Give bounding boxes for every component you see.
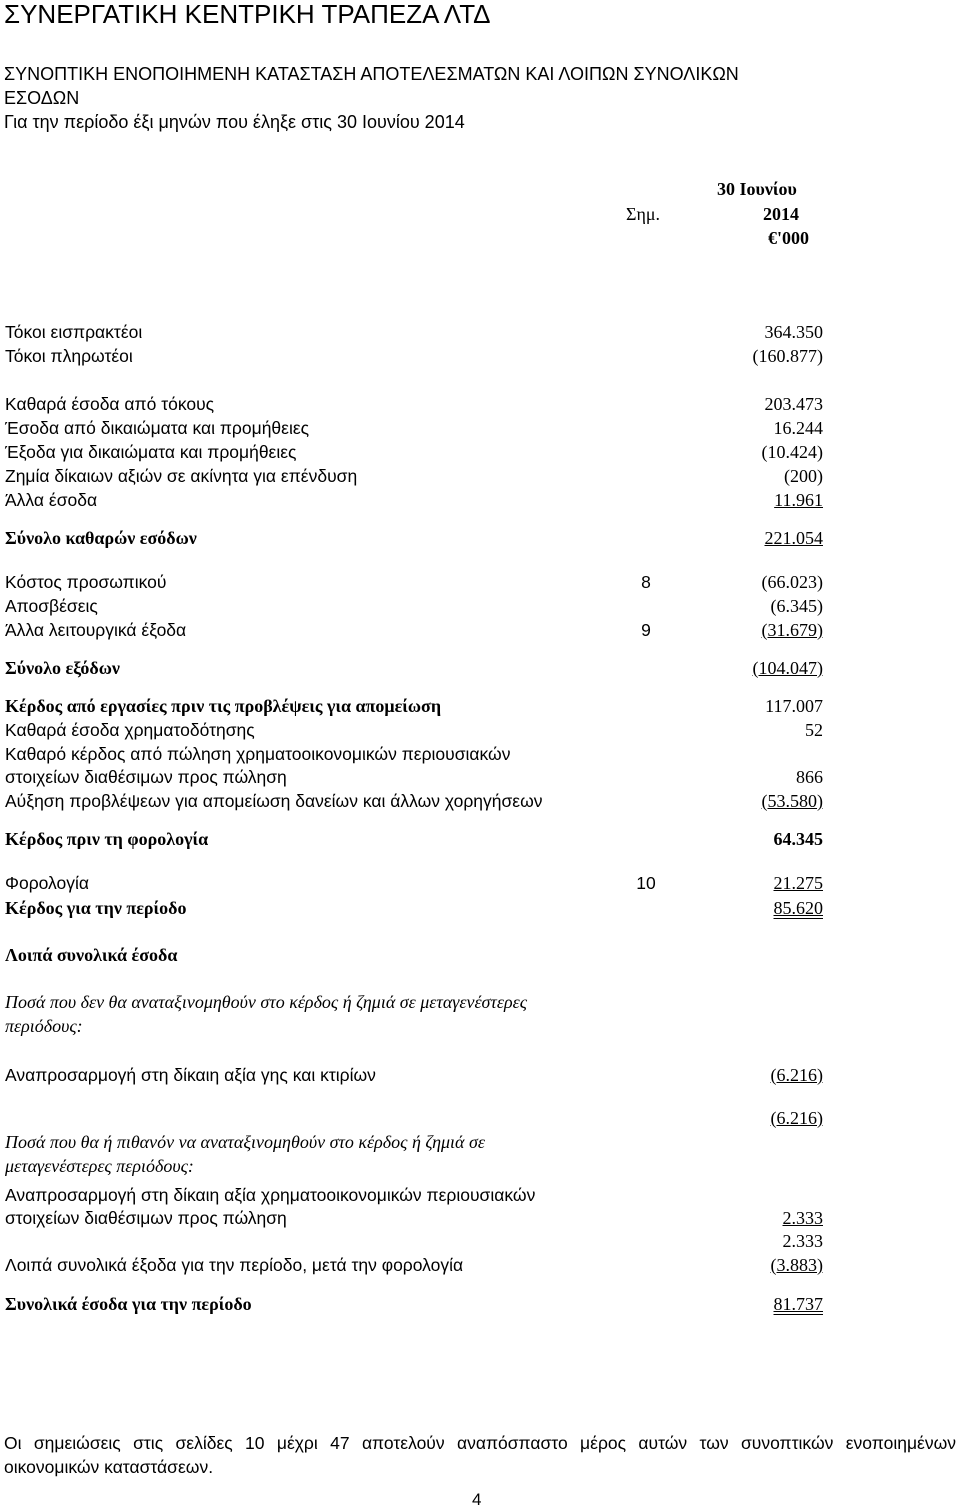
row-label: Αποσβέσεις: [5, 596, 98, 616]
row-value: 64.345: [773, 829, 823, 849]
statement-row: [0, 488, 960, 512]
statement-row: [0, 896, 960, 920]
row-value: 52: [805, 720, 823, 740]
row-value: 866: [796, 767, 823, 787]
statement-row: [0, 1292, 960, 1316]
row-value: 21.275: [773, 873, 823, 893]
row-label: Κέρδος πριν τη φορολογία: [5, 829, 209, 849]
statement-row: [0, 1130, 960, 1154]
statement-row: [0, 594, 960, 618]
statement-row: [0, 618, 960, 642]
row-label: Αναπροσαρμογή στη δίκαιη αξία γης και κτιρίων: [5, 1065, 376, 1085]
row-label: στοιχείων διαθέσιμων προς πώληση: [5, 767, 287, 787]
page-number: 4: [472, 1490, 482, 1509]
row-value: 117.007: [765, 696, 823, 716]
row-label: Κόστος προσωπικού: [5, 572, 167, 592]
row-value: (10.424): [761, 442, 823, 462]
row-value: (3.883): [770, 1255, 823, 1275]
statement-row: [0, 943, 960, 967]
statement-row: [0, 1229, 960, 1253]
statement-row: [0, 1106, 960, 1130]
row-value: (160.877): [752, 346, 823, 366]
row-label: Αύξηση προβλέψεων για απομείωση δανείων και άλλων χορηγήσεων: [5, 791, 543, 811]
statement-title-continued: ΕΣΟΔΩΝ: [4, 88, 80, 108]
company-name: ΣΥΝΕΡΓΑΤΙΚΗ ΚΕΝΤΡΙΚΗ ΤΡΑΠΕΖΑ ΛΤΔ: [4, 0, 491, 29]
statement-row: [0, 789, 960, 813]
statement-row: [0, 656, 960, 680]
row-label: Έξοδα για δικαιώματα και προμήθειες: [5, 442, 297, 462]
row-note: 8: [641, 572, 651, 592]
row-label: Αναπροσαρμογή στη δίκαιη αξία χρηματοοικονομικών περιουσιακών: [5, 1185, 536, 1205]
statement-row: [0, 392, 960, 416]
statement-row: [0, 1206, 960, 1230]
row-label: Σύνολο καθαρών εσόδων: [5, 528, 197, 548]
statement-row: [0, 1183, 960, 1207]
statement-row: [0, 344, 960, 368]
row-label: Τόκοι εισπρακτέοι: [5, 322, 143, 342]
row-label: Άλλα λειτουργικά έξοδα: [5, 620, 187, 640]
statement-row: [0, 1014, 960, 1038]
row-label: μεταγενέστερες περιόδους:: [5, 1156, 194, 1176]
row-label: Σύνολο εξόδων: [5, 658, 120, 678]
row-label: Καθαρά έσοδα από τόκους: [5, 394, 215, 414]
row-label: Κέρδος από εργασίες πριν τις προβλέψεις για απομείωση: [5, 696, 442, 716]
statement-row: [0, 827, 960, 851]
footer-note: Οι σημειώσεις στις σελίδες 10 μέχρι 47 αποτελούν αναπόσπαστο μέρος αυτών των συνοπτικών ενοποιημένων: [4, 1433, 956, 1453]
row-label: Λοιπά συνολικά έξοδα για την περίοδο, μετά την φορολογία: [5, 1255, 464, 1275]
row-label: Συνολικά έσοδα για την περίοδο: [5, 1294, 252, 1314]
row-value: 81.737: [773, 1294, 823, 1314]
statement-row: [0, 440, 960, 464]
row-label: Φορολογία: [5, 873, 90, 893]
row-label: Κέρδος για την περίοδο: [5, 898, 187, 918]
statement-row: [0, 871, 960, 895]
row-value: (6.216): [770, 1065, 823, 1085]
row-label: Λοιπά συνολικά έσοδα: [5, 945, 178, 965]
statement-row: [0, 990, 960, 1014]
row-label: Ζημία δίκαιων αξιών σε ακίνητα για επένδυση: [5, 466, 358, 486]
row-label: Τόκοι πληρωτέοι: [5, 346, 133, 366]
row-value: 364.350: [764, 322, 823, 342]
row-value: 2.333: [782, 1208, 823, 1228]
row-label: Άλλα έσοδα: [5, 490, 98, 510]
row-value: 203.473: [764, 394, 823, 414]
statement-row: [0, 765, 960, 789]
statement-row: [0, 464, 960, 488]
row-value: (31.679): [761, 620, 823, 640]
row-value: 221.054: [764, 528, 823, 548]
column-header-year: 2014: [763, 204, 799, 224]
statement-row: [0, 526, 960, 550]
row-value: 85.620: [773, 898, 823, 918]
row-label: Ποσά που δεν θα αναταξινομηθούν στο κέρδος ή ζημιά σε μεταγενέστερες: [5, 992, 527, 1012]
row-label: Έσοδα από δικαιώματα και προμήθειες: [5, 418, 310, 438]
row-note: 10: [636, 873, 656, 893]
row-value: (6.345): [770, 596, 823, 616]
statement-row: [0, 1253, 960, 1277]
row-value: 16.244: [773, 418, 823, 438]
row-value: (200): [784, 466, 823, 486]
column-header-unit: €'000: [768, 228, 810, 248]
statement-title: ΣΥΝΟΠΤΙΚΗ ΕΝΟΠΟΙΗΜΕΝΗ ΚΑΤΑΣΤΑΣΗ ΑΠΟΤΕΛΕΣΜΑΤΩΝ ΚΑΙ ΛΟΙΠΩΝ ΣΥΝΟΛΙΚΩΝ: [4, 64, 739, 84]
row-label: Καθαρό κέρδος από πώληση χρηματοοικονομικών περιουσιακών: [5, 744, 511, 764]
row-value: (66.023): [761, 572, 823, 592]
statement-row: [0, 320, 960, 344]
footer-note-continued: οικονομικών καταστάσεων.: [4, 1457, 214, 1477]
statement-row: [0, 416, 960, 440]
statement-row: [0, 1154, 960, 1178]
column-header-date: 30 Ιουνίου: [717, 179, 797, 199]
row-value: (104.047): [752, 658, 823, 678]
row-value: 2.333: [782, 1231, 823, 1251]
row-value: 11.961: [774, 490, 823, 510]
column-header-note: Σημ.: [626, 204, 661, 224]
row-label: περιόδους:: [5, 1016, 83, 1036]
period-description: Για την περίοδο έξι μηνών που έληξε στις 30 Ιουνίου 2014: [4, 112, 465, 132]
statement-row: [0, 570, 960, 594]
statement-row: [0, 694, 960, 718]
statement-row: [0, 742, 960, 766]
row-label: στοιχείων διαθέσιμων προς πώληση: [5, 1208, 287, 1228]
statement-row: [0, 718, 960, 742]
row-value: (53.580): [761, 791, 823, 811]
row-label: Ποσά που θα ή πιθανόν να αναταξινομηθούν στο κέρδος ή ζημιά σε: [5, 1132, 485, 1152]
statement-row: [0, 1063, 960, 1087]
row-value: (6.216): [770, 1108, 823, 1128]
row-note: 9: [641, 620, 651, 640]
row-label: Καθαρά έσοδα χρηματοδότησης: [5, 720, 255, 740]
